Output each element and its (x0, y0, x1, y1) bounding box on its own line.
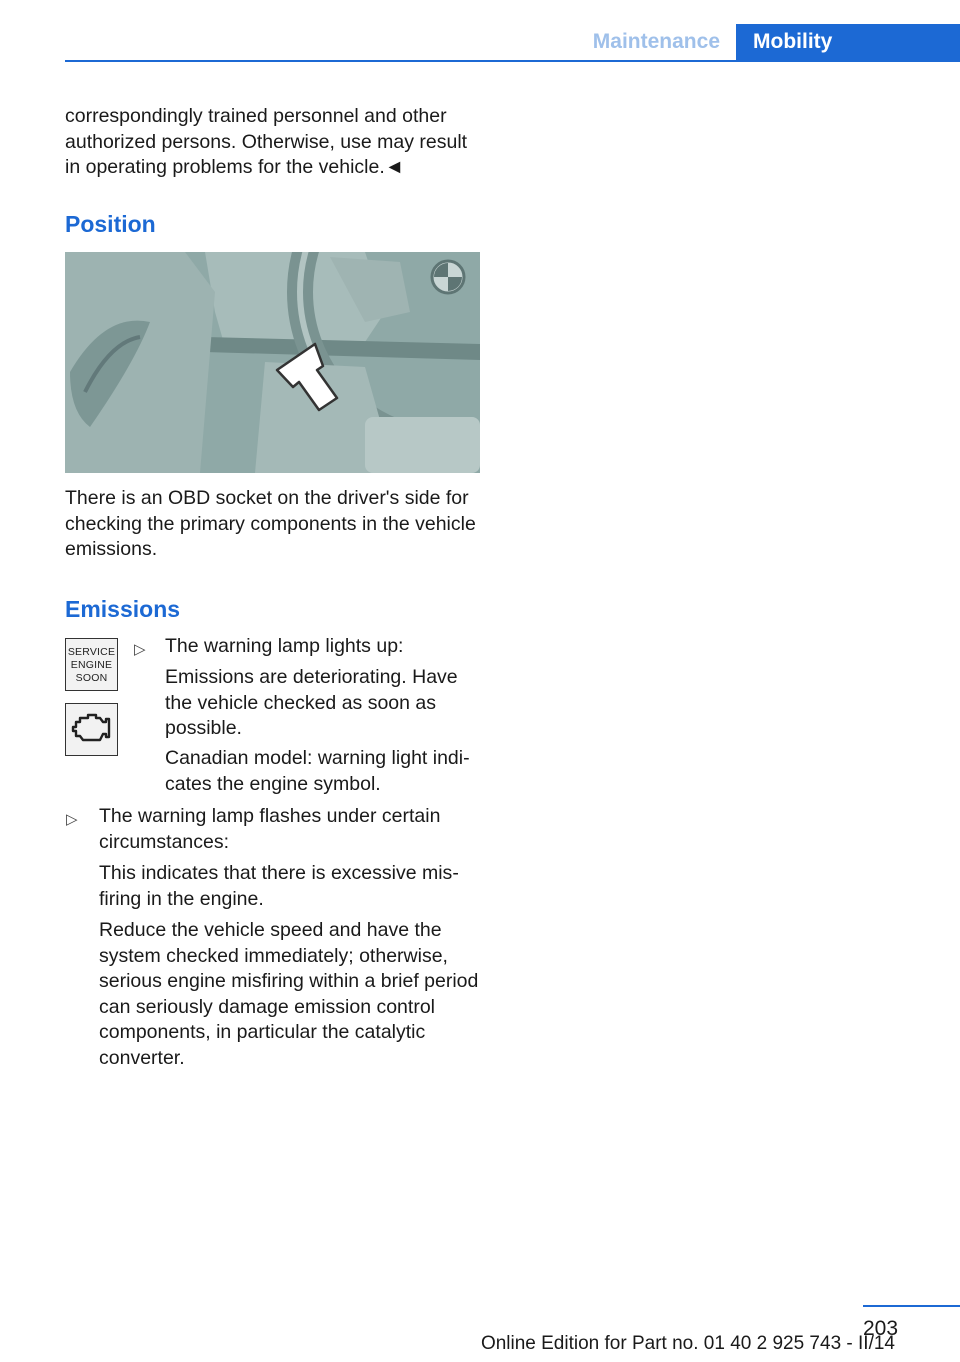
section-tab-maintenance[interactable]: Maintenance (592, 30, 720, 53)
obd-description: There is an OBD socket on the driver's side for checking the primary components in the vehicle emissions. (65, 487, 476, 560)
lamp-text-line-1: SERVICE (67, 646, 116, 658)
edition-note: Online Edition for Part no. 01 40 2 925 743 - II/14 (480, 1333, 895, 1354)
position-heading: Position (65, 211, 156, 237)
item1-paragraph-1: Emissions are deteriorating. Have the vehicle checked as soon as possible. (165, 666, 458, 739)
item2-paragraph-2: Reduce the vehicle speed and have the system checked immediately; otherwise, serious engine misfiring within a brief period can seriously damage emission control components, in particular the catalytic converter. (99, 919, 479, 1069)
item2-paragraph-1: This indicates that there is excessive misfiring in the engine. (99, 862, 459, 910)
item2-title: The warning lamp flashes under certain circumstances: (99, 805, 441, 853)
obd-socket-photo (65, 252, 480, 473)
page-number: 203 (863, 1317, 899, 1340)
bullet-icon: ▷ (134, 641, 146, 658)
lamp-text-line-3: SOON (75, 672, 108, 684)
intro-paragraph: correspondingly trained personnel and other authorized persons. Otherwise, use may result in operating problems for the vehicle.◄ (65, 105, 468, 178)
bullet-icon: ▷ (66, 811, 78, 828)
item1-paragraph-2: Canadian model: warning light indicates the engine symbol. (165, 747, 470, 795)
page-header (65, 24, 960, 62)
footer-rule (863, 1305, 960, 1307)
header-rule (65, 60, 960, 62)
emissions-heading: Emissions (65, 596, 181, 622)
engine-check-icon (65, 703, 118, 756)
service-engine-soon-icon (65, 638, 118, 691)
item1-title: The warning lamp lights up: (165, 635, 404, 657)
chapter-tab-mobility[interactable]: Mobility (736, 24, 960, 62)
lamp-text-line-2: ENGINE (70, 659, 113, 671)
